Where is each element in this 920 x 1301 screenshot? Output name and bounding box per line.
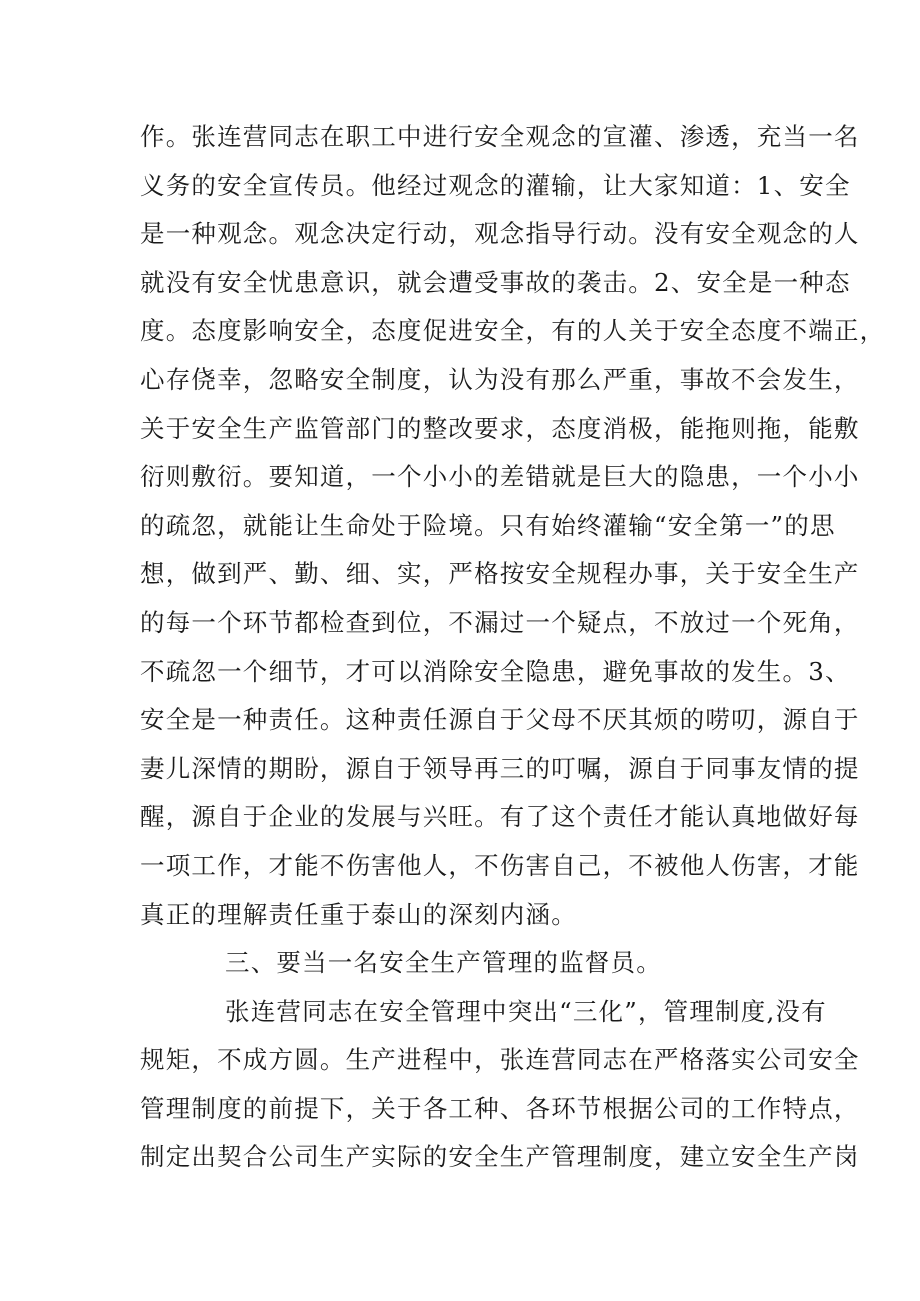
paragraph-line: 的每一个环节都检查到位，不漏过一个疑点，不放过一个死角，: [140, 607, 860, 637]
paragraph-line: 的疏忽，就能让生命处于险境。只有始终灌输“安全第一”的思: [140, 510, 836, 540]
paragraph-line: 义务的安全宣传员。他经过观念的灌输，让大家知道：1、安全: [140, 170, 851, 200]
paragraph-line: 制定出契合公司生产实际的安全生产管理制度，建立安全生产岗: [140, 1142, 860, 1172]
paragraph-line: 管理制度的前提下，关于各工种、各环节根据公司的工作特点，: [140, 1093, 860, 1123]
paragraph-line: 心存侥幸，忽略安全制度，认为没有那么严重，事故不会发生，: [140, 364, 860, 394]
paragraph-line: 是一种观念。观念决定行动，观念指导行动。没有安全观念的人: [140, 219, 860, 249]
paragraph-line: 就没有安全忧患意识，就会遭受事故的袭击。2、安全是一种态: [140, 267, 851, 297]
paragraph-line: 醒，源自于企业的发展与兴旺。有了这个责任才能认真地做好每: [140, 802, 860, 832]
paragraph-line: 安全是一种责任。这种责任源自于父母不厌其烦的唠叨，源自于: [140, 705, 860, 735]
paragraph-line: 想，做到严、勤、细、实，严格按安全规程办事，关于安全生产: [140, 559, 860, 589]
paragraph-line: 度。态度影响安全，态度促进安全，有的人关于安全态度不端正，: [140, 316, 886, 346]
paragraph-line: 作。张连营同志在职工中进行安全观念的宣灌、渗透，充当一名: [140, 122, 860, 151]
paragraph-line: 规矩，不成方圆。生产进程中，张连营同志在严格落实公司安全: [140, 1045, 860, 1075]
paragraph-line: 衍则敷衍。要知道，一个小小的差错就是巨大的隐患，一个小小: [140, 462, 860, 492]
document-body: [140, 113, 886, 1182]
paragraph-line: 关于安全生产监管部门的整改要求，态度消极，能拖则拖，能敷: [140, 413, 860, 443]
section-heading: 三、要当一名安全生产管理的监督员。: [225, 948, 662, 978]
paragraph-line: 张连营同志在安全管理中突出“三化”，管理制度,没有: [225, 996, 827, 1026]
paragraph-line: 妻儿深情的期盼，源自于领导再三的叮嘱，源自于同事友情的提: [140, 753, 860, 783]
paragraph-line: 不疏忽一个细节，才可以消除安全隐患，避免事故的发生。3、: [140, 656, 851, 686]
paragraph-line: 真正的理解责任重于泰山的深刻内涵。: [140, 899, 577, 929]
paragraph-line: 一项工作，才能不伤害他人，不伤害自己，不被他人伤害，才能: [140, 850, 860, 880]
